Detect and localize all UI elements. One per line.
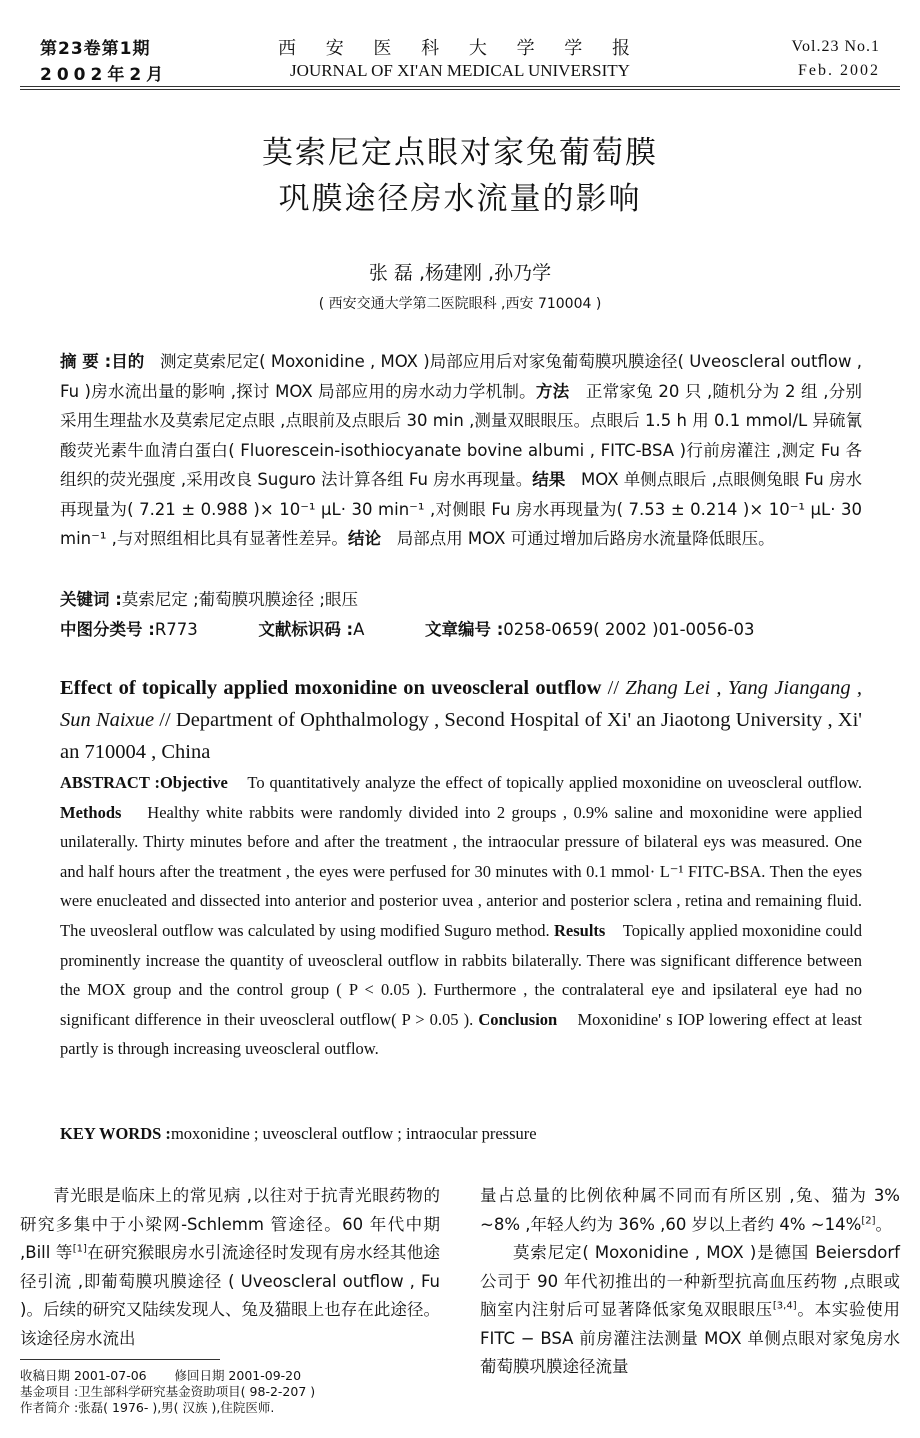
chinese-abstract [60, 347, 862, 554]
conclusion-text: 局部点用 MOX 可通过增加后路房水流量降低眼压。 [396, 529, 775, 548]
body-text: 量占总量的比例依种属不同而有所区别 ,兔、猫为 3% ~8% ,年轻人约为 36% ,60 岁以上者约 4% ~14% [480, 1186, 900, 1234]
article-number-label: 文章编号 : [424, 620, 504, 639]
body-column-left [20, 1182, 440, 1353]
footnotes [20, 1368, 460, 1416]
body-paragraph [480, 1239, 900, 1382]
date-cn: 2002年2月 [40, 65, 169, 85]
affiliation: ( 西安交通大学第二医院眼科 ,西安 710004 ) [318, 296, 602, 312]
separator: // [154, 709, 176, 731]
clc-value: R773 [154, 620, 198, 639]
results-label-en: Results [554, 920, 606, 940]
author-bio-line: 作者简介 :张磊( 1976- ),男( 汉族 ),住院医师. [20, 1400, 275, 1415]
citation: [2] [861, 1215, 876, 1226]
header-rule [20, 86, 900, 87]
results-text: MOX 单侧点眼后 ,点眼侧兔眼 Fu 房水再现量为( 7.21 ± 0.988 )× 10⁻¹ μL· 30 min⁻¹ ,对侧眼 Fu 房水再现量为( 7.53 ± 0.214 )× 10⁻¹ μL· 30 min⁻¹ ,与对照组相比具有显著性差异。 [60, 470, 862, 548]
english-affiliation: Department of Ophthalmology , Second Hospital of Xi' an Jiaotong University , Xi' an 710004 , China [60, 709, 862, 763]
date-en: Feb. 2002 [798, 62, 880, 79]
volume-issue-en: Vol.23 No.1 [791, 38, 880, 55]
clc-label: 中图分类号 : [60, 620, 155, 639]
body-text: 。本实验使用 FITC − BSA 前房灌注法测量 MOX 单侧点眼对家兔房水葡萄膜巩膜途径流量 [480, 1300, 901, 1376]
date-line [20, 1368, 460, 1384]
methods-text-en: Healthy white rabbits were randomly divided into 2 groups , 0.9% saline and moxonidine were applied unilaterally. Thirty minutes before and after the treatment , the intraocular pressure of bilateral eys was measured. One and half hours after the treatment , the eyes were perfused for 30 minutes with 0.1 mmol· L⁻¹ FITC-BSA. Then the eyes were enucleated and dissected into anterior and posterior uvea , anterior and posterior sclera , retina and remaining fluid. The uveosleral outflow was calculated by using modified Suguro method. [60, 802, 862, 940]
keywords-value-en: moxonidine ; uveoscleral outflow ; intraocular pressure [170, 1124, 537, 1143]
english-title: Effect of topically applied moxonidine on uveoscleral outflow [60, 677, 602, 699]
footnote-rule [20, 1359, 220, 1360]
body-paragraph [20, 1182, 440, 1353]
conclusion-label-en: Conclusion [478, 1009, 558, 1029]
keywords-cn [60, 586, 358, 610]
body-text: 。 [875, 1214, 892, 1234]
body-text: 在研究猴眼房水引流途径时发现有房水经其他途径引流 ,即葡萄膜巩膜途径 ( Uveoscleral outflow , Fu )。后续的研究又陆续发现人、兔及猫眼上也存在此途径。该途径房水流出 [20, 1243, 441, 1348]
body-text: 莫索尼定( Moxonidine , MOX )是德国 Beiersdorf 公司于 90 年代初推出的一种新型抗高血压药物 ,点眼或脑室内注射后可显著降低家兔双眼眼压 [480, 1243, 900, 1319]
methods-label: 方法 [535, 381, 570, 401]
results-text-en: Topically applied moxonidine could prominently increase the quantity of uveoscleral outflow in rabbits bilaterally. There was significant difference between the MOX group and the control group ( P < 0.05 ). Furthermore , the contralateral eye and ipsilateral eye had no significant difference in their uveoscleral outflow( P > 0.05 ). [60, 920, 862, 1029]
fund-line: 基金项目 :卫生部科学研究基金资助项目( 98-2-207 ) [20, 1384, 316, 1399]
keywords-value: 莫索尼定 ;葡萄膜巩膜途径 ;眼压 [121, 590, 358, 609]
journal-header [0, 34, 920, 84]
objective-text: 测定莫索尼定( Moxonidine , MOX )局部应用后对家兔葡萄膜巩膜途径( Uveoscleral outflow , Fu )房水流出量的影响 ,探讨 MOX 局部应用的房水动力学机制。 [60, 352, 862, 401]
methods-text: 正常家兔 20 只 ,随机分为 2 组 ,分别采用生理盐水及莫索尼定点眼 ,点眼前及点眼后 30 min ,测量双眼眼压。点眼后 1.5 h 用 0.1 mmol/L 异硫氰酸荧光素牛血清白蛋白( Fluorescein-isothiocyanate bovine albumi , FITC-BSA )行前房灌注 ,测定 Fu 各组织的荧光强度 ,采用改良 Suguro 法计算各组 Fu 房水再现量。 [60, 381, 862, 489]
body-column-right [480, 1182, 900, 1382]
title-line-2: 巩膜途径房水流量的影响 [278, 181, 642, 217]
conclusion-text-en: Moxonidine' s IOP lowering effect at least partly is through increasing uveoscleral outflow. [60, 1009, 863, 1059]
abstract-label-en: ABSTRACT : [60, 773, 160, 792]
citation: [1] [72, 1243, 87, 1255]
journal-name-cn: 西 安 医 科 大 学 学 报 [277, 38, 643, 59]
revised-date: 修回日期 2001-09-20 [174, 1368, 302, 1383]
results-label: 结果 [532, 470, 566, 489]
classification-line [60, 616, 754, 640]
keywords-label-en: KEY WORDS : [60, 1124, 171, 1143]
author-list: 张 磊 ,杨建刚 ,孙乃学 [368, 262, 552, 284]
methods-label-en: Methods [60, 802, 122, 822]
objective-label-en: Objective [159, 773, 228, 792]
body-paragraph [480, 1182, 900, 1239]
header-rule-2 [20, 89, 900, 90]
abstract-label: 摘 要 : [60, 352, 112, 371]
body-text: 青光眼是临床上的常见病 ,以往对于抗青光眼药物的研究多集中于小梁网-Schlemm 管途径。60 年代中期 ,Bill 等 [20, 1186, 440, 1262]
citation: [3,4] [772, 1300, 797, 1312]
keywords-label: 关键词 : [60, 590, 122, 609]
english-keywords [60, 1124, 862, 1144]
conclusion-label: 结论 [347, 529, 381, 548]
article-title [0, 130, 920, 222]
english-title-block [60, 672, 862, 768]
article-number-value: 0258-0659( 2002 )01-0056-03 [503, 620, 755, 639]
english-abstract [60, 768, 862, 1064]
objective-text-en: To quantitatively analyze the effect of topically applied moxonidine on uveoscleral outflow. [247, 773, 862, 792]
journal-name-en: JOURNAL OF XI'AN MEDICAL UNIVERSITY [290, 61, 630, 80]
volume-issue-cn: 第23卷第1期 [40, 39, 151, 59]
doc-code-label: 文献标识码 : [258, 620, 354, 639]
english-authors: Zhang Lei , Yang Jiangang , Sun Naixue [60, 677, 862, 731]
doc-code-value: A [353, 620, 365, 639]
received-date: 收稿日期 2001-07-06 [20, 1368, 147, 1383]
separator: // [601, 677, 626, 699]
objective-label: 目的 [111, 352, 145, 371]
title-line-1: 莫索尼定点眼对家兔葡萄膜 [262, 135, 658, 171]
